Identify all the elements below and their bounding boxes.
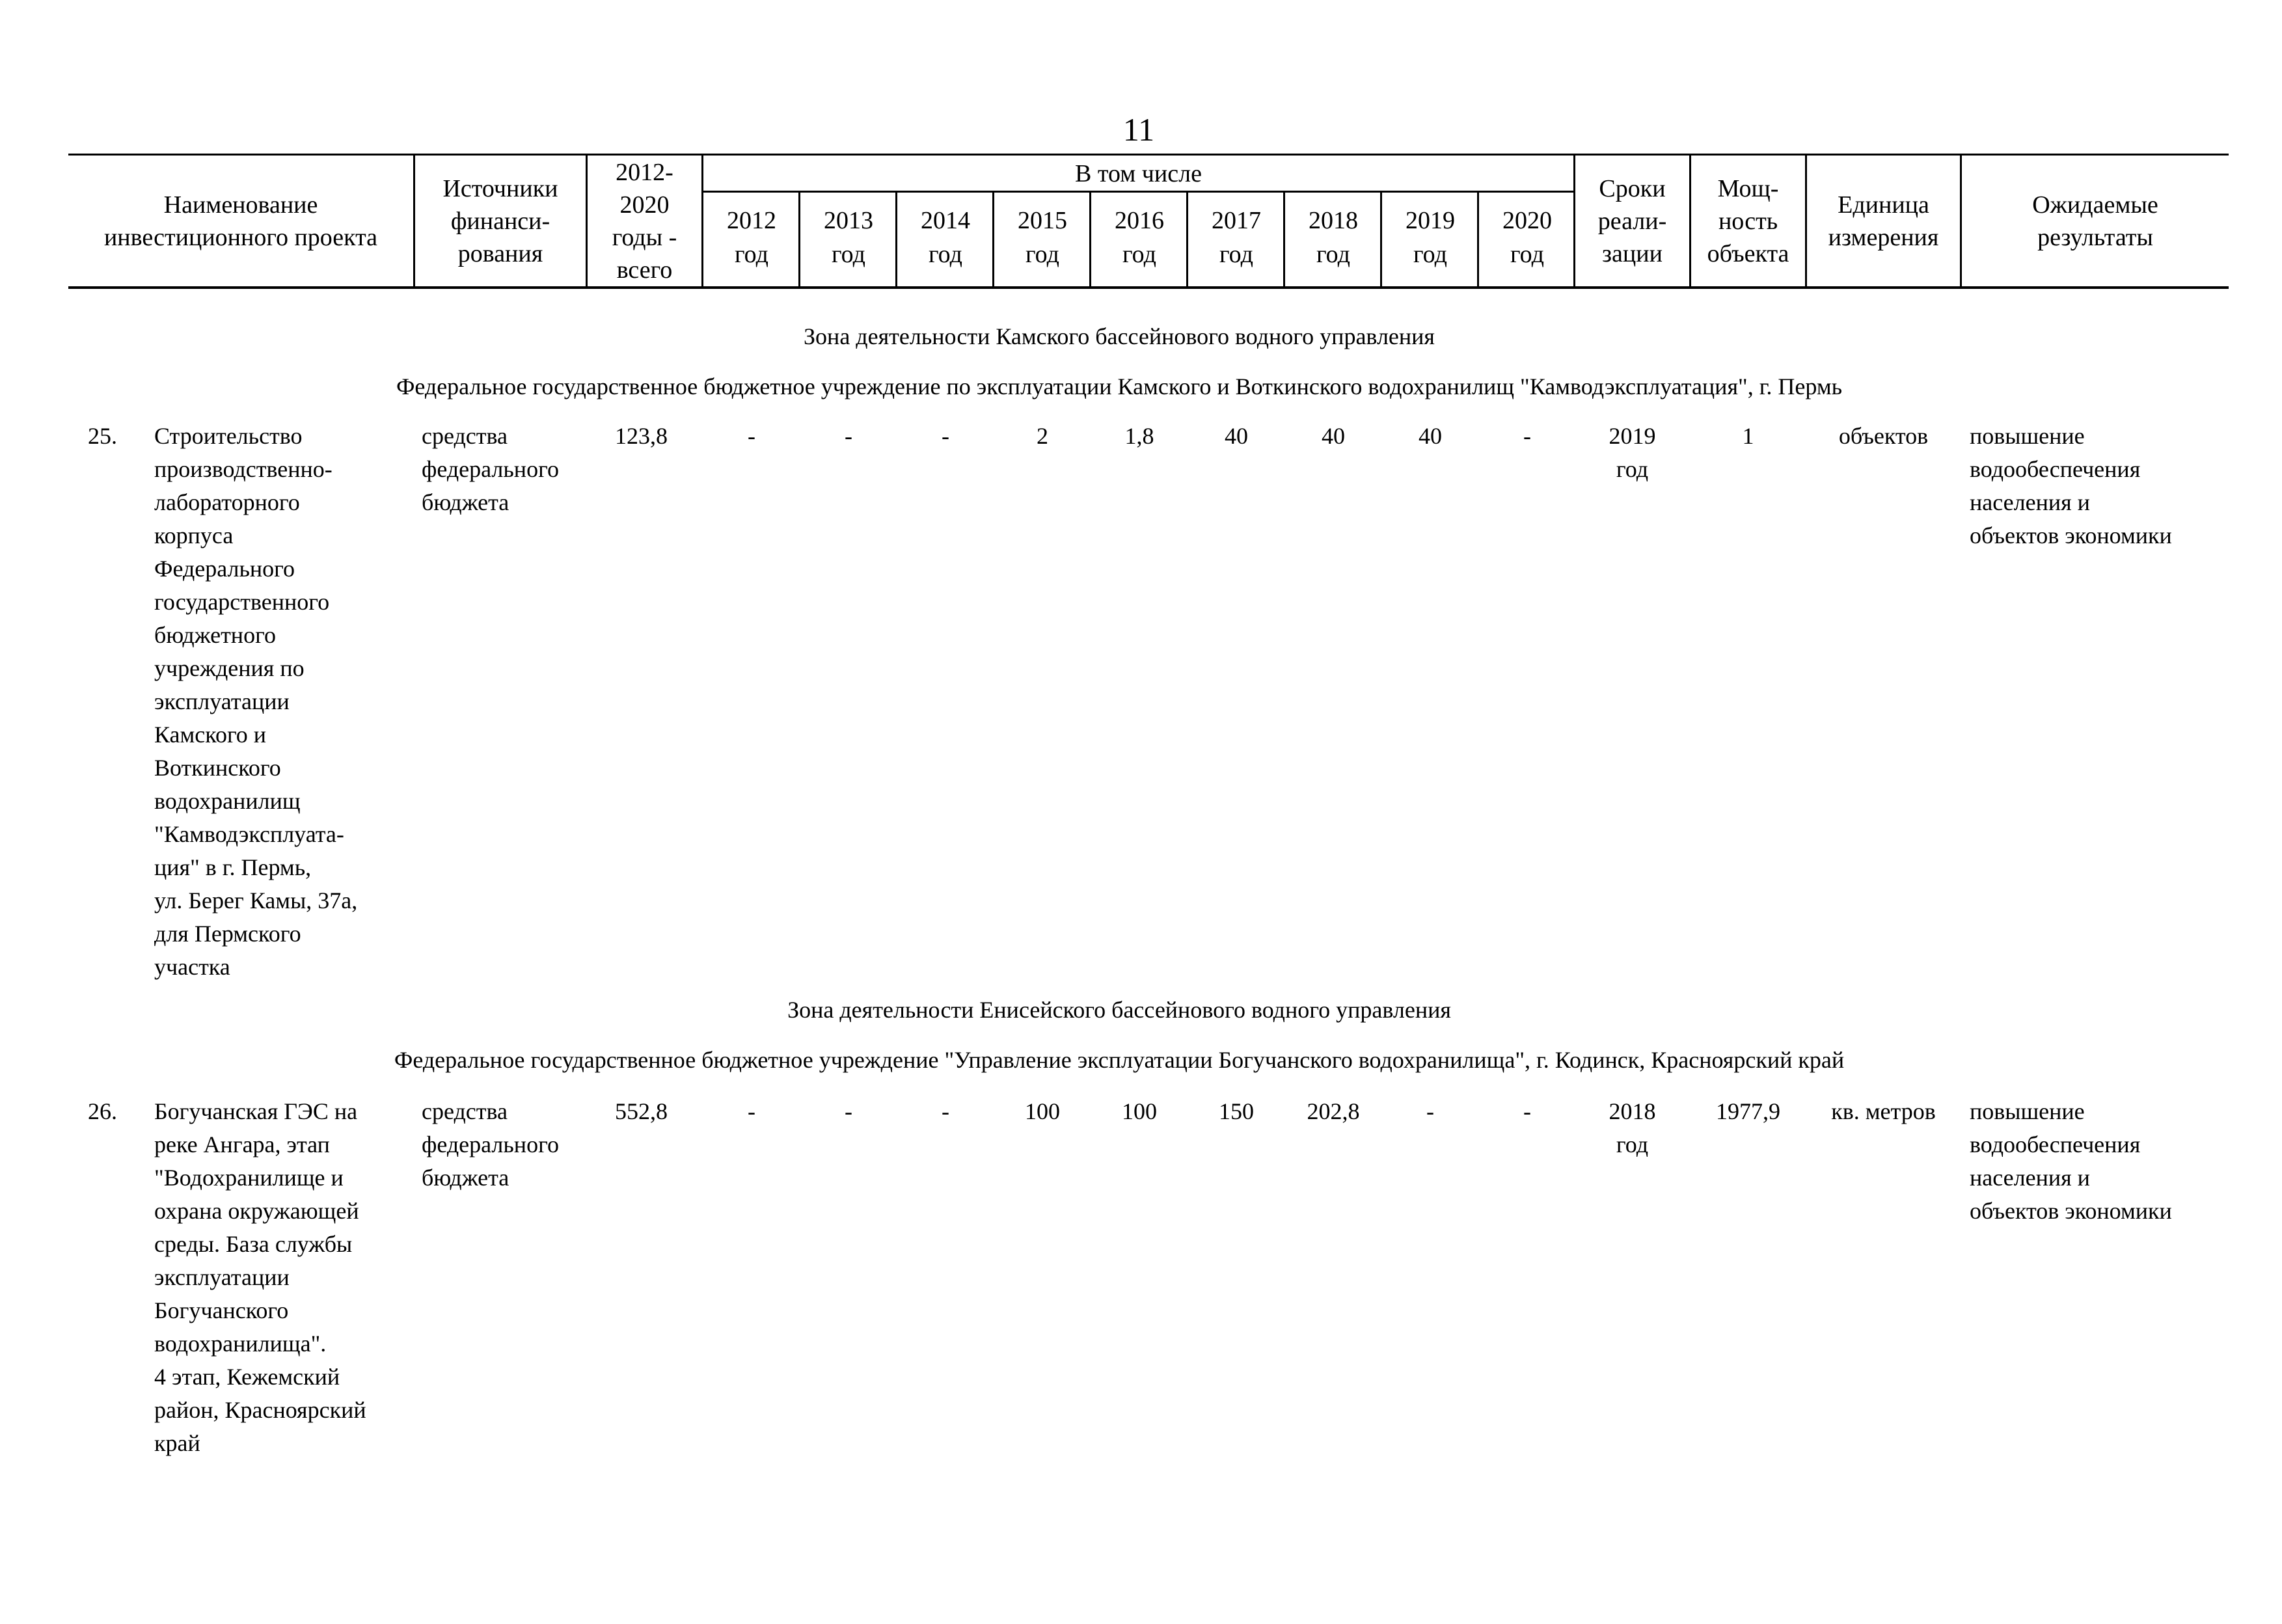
institution-title: Федеральное государственное бюджетное учреждение "Управление эксплуатации Богучанского водохранилища", г. Кодинск, Красноярский край xyxy=(394,1047,1845,1073)
year-label: 2013 xyxy=(824,207,873,234)
header-name: Наименование инвестиционного проекта xyxy=(103,191,378,251)
value-2015: 100 xyxy=(1025,1098,1060,1124)
header-bottom-rule xyxy=(68,286,2229,289)
year-unit: год xyxy=(1510,241,1544,268)
year-unit: год xyxy=(1219,241,1253,268)
year-unit: год xyxy=(832,241,865,268)
implementation-term: 2019 год xyxy=(1609,423,1656,482)
expected-results: повышение водообеспечения населения и объектов экономики xyxy=(1970,1098,2172,1224)
header-year-2017 xyxy=(1188,195,1284,280)
value-2020: - xyxy=(1523,1098,1531,1124)
header-year-2016 xyxy=(1091,195,1188,280)
year-label: 2015 xyxy=(1018,207,1067,234)
header-top-rule xyxy=(68,154,2229,156)
total-value: 552,8 xyxy=(615,1098,668,1124)
year-unit: год xyxy=(1122,241,1156,268)
institution-title: Федеральное государственное бюджетное учреждение по эксплуатации Камского и Воткинского водохранилищ "Камводэксплуатация", г. Пермь xyxy=(396,373,1843,399)
value-2016: 1,8 xyxy=(1124,423,1154,449)
value-2017: 40 xyxy=(1225,423,1248,449)
year-label: 2012 xyxy=(727,207,776,234)
page-number: 11 xyxy=(1122,111,1155,148)
value-2020: - xyxy=(1523,423,1531,449)
total-value: 123,8 xyxy=(615,423,668,449)
expected-results: повышение водообеспечения населения и объектов экономики xyxy=(1970,423,2172,548)
year-label: 2018 xyxy=(1309,207,1358,234)
year-label: 2019 xyxy=(1406,207,1455,234)
value-2014: - xyxy=(942,423,949,449)
year-label: 2016 xyxy=(1115,207,1164,234)
value-2013: - xyxy=(845,423,852,449)
value-2014: - xyxy=(942,1098,949,1124)
header-sources: Источники финанси- рования xyxy=(442,175,558,267)
financing-source: средства федерального бюджета xyxy=(422,423,559,515)
header-year-2018 xyxy=(1285,195,1381,280)
year-unit: год xyxy=(735,241,768,268)
header-terms: Сроки реали- зации xyxy=(1597,175,1667,267)
project-name: Строительство производственно- лабораторного корпуса Федерального государственного бюджетного учреждения по эксплуатации Камского и Воткинского водохранилищ "Камводэксплуата- ция" в г. Пермь, ул. Берег Камы, 37а, для Пермского участка xyxy=(154,423,358,980)
header-year-2020 xyxy=(1479,195,1575,280)
value-2018: 40 xyxy=(1322,423,1345,449)
object-capacity: 1977,9 xyxy=(1716,1098,1780,1124)
year-label: 2017 xyxy=(1212,207,1261,234)
header-year-2013 xyxy=(800,195,897,280)
value-2012: - xyxy=(748,423,755,449)
header-total: 2012- 2020 годы - всего xyxy=(612,159,677,284)
value-2018: 202,8 xyxy=(1307,1098,1360,1124)
value-2017: 150 xyxy=(1219,1098,1254,1124)
project-name: Богучанская ГЭС на реке Ангара, этап "Водохранилище и охрана окружающей среды. База службы эксплуатации Богучанского водохранилища". 4 этап, Кежемский район, Красноярский край xyxy=(154,1098,366,1456)
value-2019: - xyxy=(1426,1098,1434,1124)
value-2016: 100 xyxy=(1122,1098,1157,1124)
row-number: 25. xyxy=(88,423,117,449)
including-rule xyxy=(701,191,1573,193)
year-unit: год xyxy=(929,241,962,268)
value-2012: - xyxy=(748,1098,755,1124)
value-2013: - xyxy=(845,1098,852,1124)
row-number: 26. xyxy=(88,1098,117,1124)
header-year-2014 xyxy=(897,195,994,280)
measurement-unit: кв. метров xyxy=(1831,1098,1936,1124)
header-results: Ожидаемые результаты xyxy=(2032,191,2158,251)
year-label: 2014 xyxy=(921,207,970,234)
measurement-unit: объектов xyxy=(1838,423,1929,449)
header-year-2019 xyxy=(1382,195,1478,280)
financing-source: средства федерального бюджета xyxy=(422,1098,559,1191)
header-capacity: Мощ- ность объекта xyxy=(1707,175,1789,267)
header-including: В том числе xyxy=(1075,159,1202,187)
header-year-2015 xyxy=(994,195,1091,280)
value-2015: 2 xyxy=(1037,423,1048,449)
zone-title: Зона деятельности Камского бассейнового водного управления xyxy=(804,323,1435,349)
value-2019: 40 xyxy=(1419,423,1442,449)
year-unit: год xyxy=(1413,241,1447,268)
object-capacity: 1 xyxy=(1742,423,1754,449)
year-label: 2020 xyxy=(1502,207,1552,234)
year-unit: год xyxy=(1026,241,1059,268)
zone-title: Зона деятельности Енисейского бассейнового водного управления xyxy=(787,997,1451,1023)
header-unit: Единица измерения xyxy=(1828,191,1939,251)
header-year-2012 xyxy=(703,195,800,280)
implementation-term: 2018 год xyxy=(1609,1098,1656,1157)
year-unit: год xyxy=(1316,241,1350,268)
